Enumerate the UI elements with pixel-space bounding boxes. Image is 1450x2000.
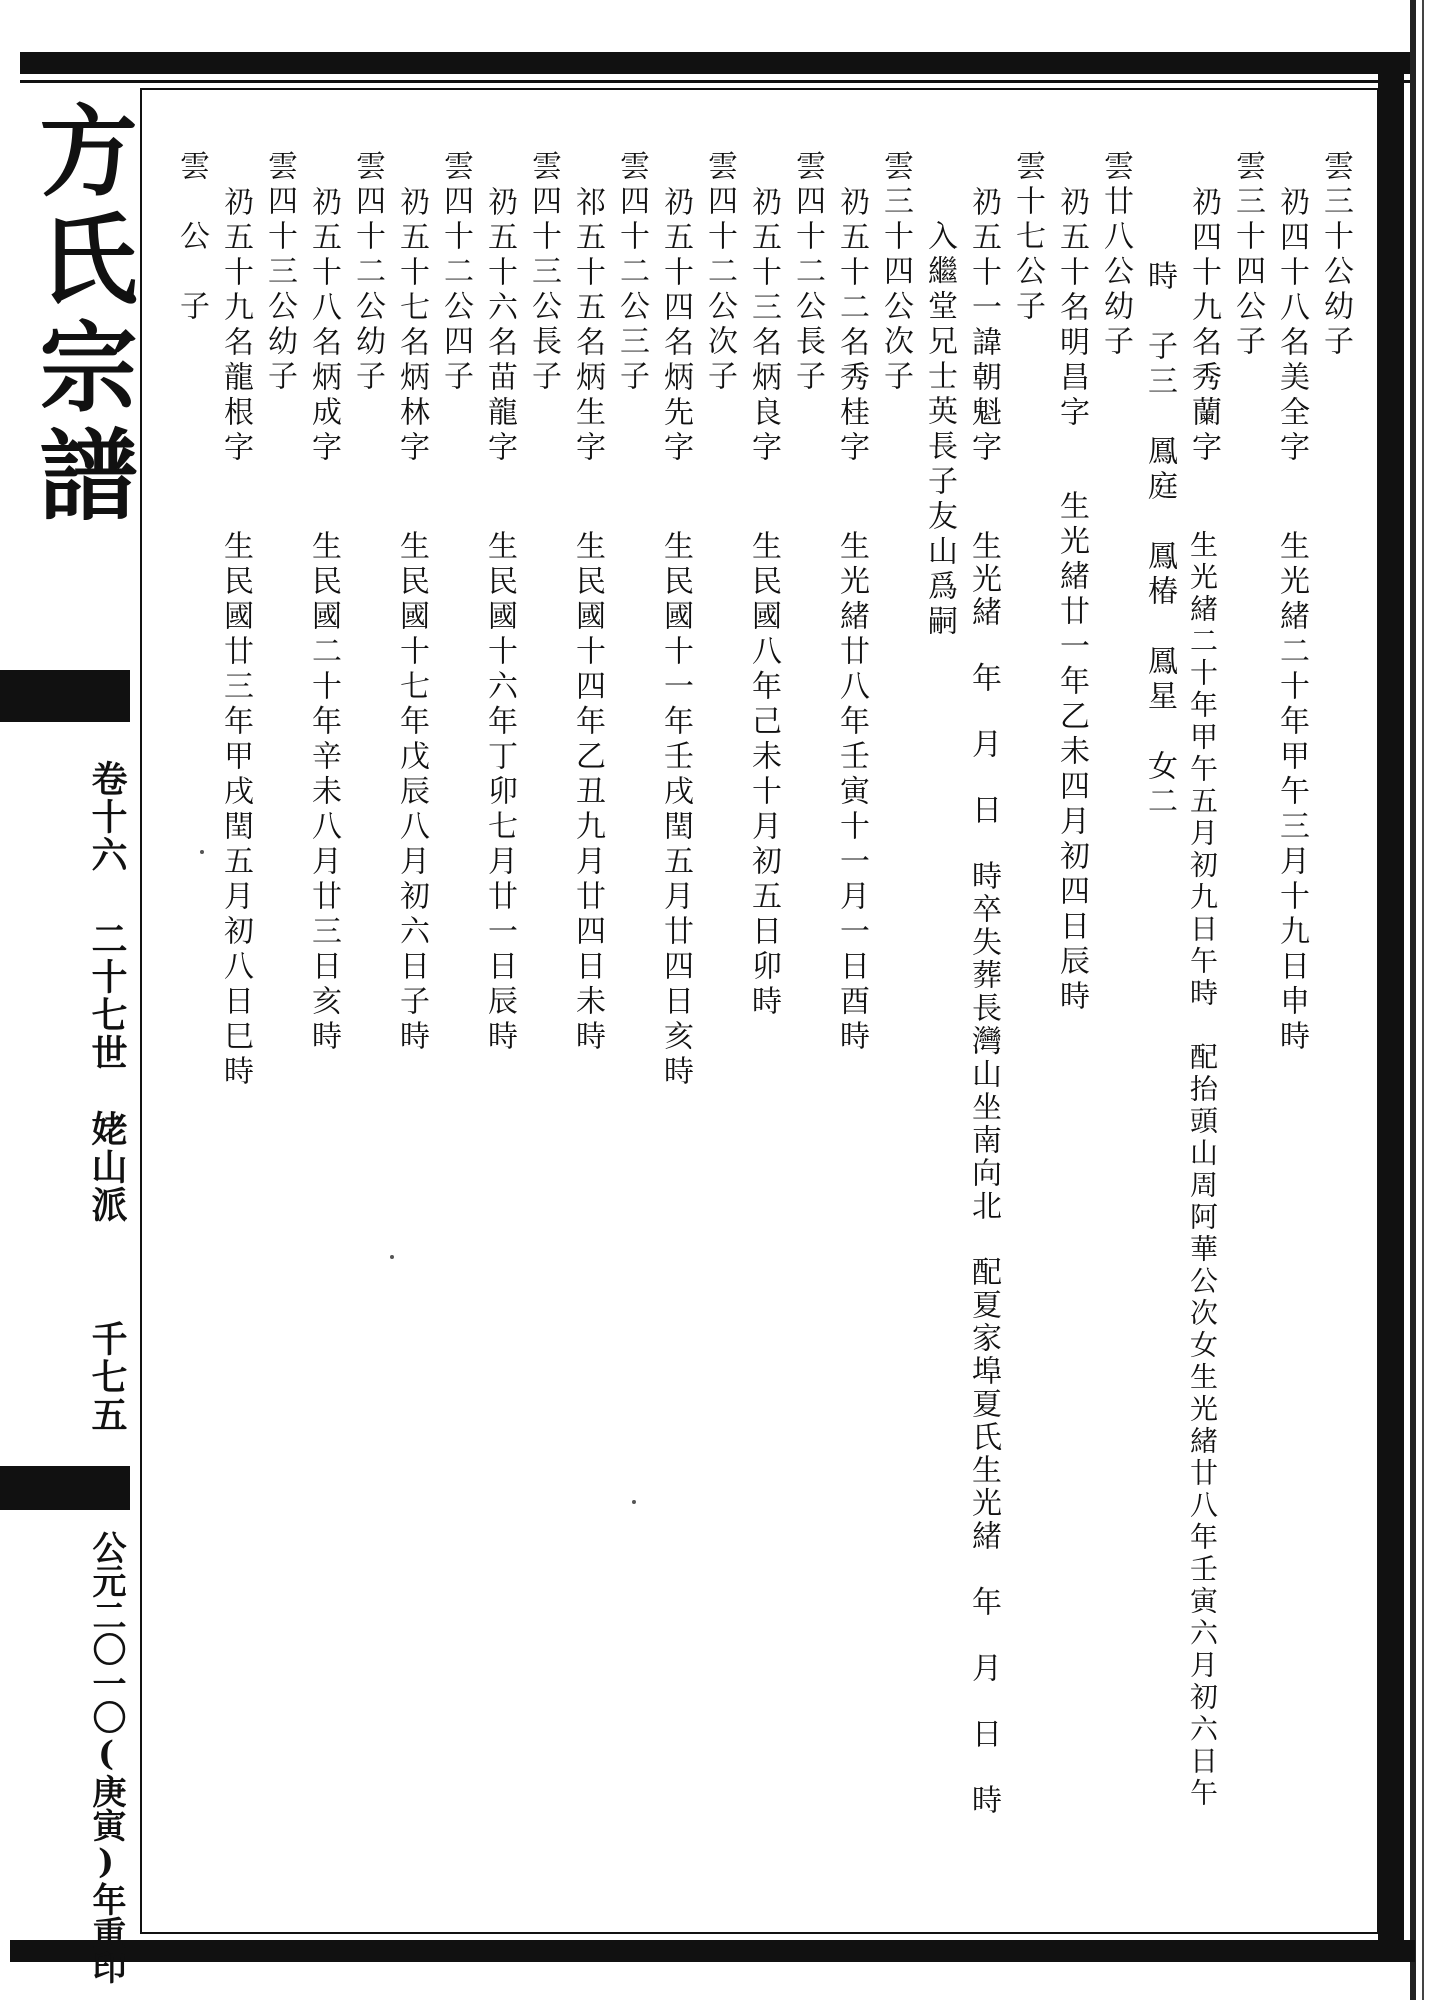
entry-line: 礽五十六名苗龍字 [482, 186, 517, 466]
entry-detail: 生光緒二十年甲午五月初九日午時 配抬頭山周阿華公次女生光緒廿八年壬寅六月初六日午 [1186, 530, 1219, 1810]
entry-detail: 生民國八年己未十月初五日卯時 [746, 530, 781, 1020]
scan-speck [632, 1500, 636, 1504]
entry-name: 雲四十二公次子 [702, 150, 737, 395]
entry-name: 雲四十二公三子 [614, 150, 649, 395]
entry-name: 雲四十二公幼子 [350, 150, 385, 395]
bottom-border [10, 1940, 1415, 1962]
entry-detail: 生光緒廿一年乙未四月初四日辰時 [1054, 490, 1089, 1015]
branch-label: 姥山派 [86, 1110, 128, 1224]
entry-name: 雲三十四公次子 [878, 150, 913, 395]
scan-speck [200, 850, 204, 854]
spine-ribbon-bottom [0, 1466, 130, 1510]
entry-line: 礽五十九名龍根字 [218, 186, 253, 466]
top-border [20, 52, 1410, 74]
entry-detail: 生民國十七年戊辰八月初六日子時 [394, 530, 429, 1055]
entry-line: 礽五十八名炳成字 [306, 186, 341, 466]
top-border-thin [20, 80, 1410, 83]
entry-detail: 生民國十六年丁卯七月廿一日辰時 [482, 530, 517, 1055]
entry-line: 礽五十四名炳先字 [658, 186, 693, 466]
page-edge [1410, 0, 1416, 2000]
entry-name: 雲四十二公四子 [438, 150, 473, 395]
volume-label: 卷十六 [86, 760, 128, 874]
entry-name: 雲 公 子 [174, 150, 209, 325]
entry-name: 雲十七公子 [1010, 150, 1045, 325]
entry-name: 雲四十二公長子 [790, 150, 825, 395]
page-number: 千七五 [86, 1320, 128, 1434]
entry-line: 祁五十五名炳生字 [570, 186, 605, 466]
generation-label: 二十七世 [86, 920, 128, 1072]
entry-line: 礽五十七名炳林字 [394, 186, 429, 466]
entry-detail: 生民國十四年乙丑九月廿四日未時 [570, 530, 605, 1055]
entry-detail: 生民國廿三年甲戌閏五月初八日巳時 [218, 530, 253, 1090]
entry-children: 時 子三 鳳庭 鳳椿 鳳星 女二 [1142, 260, 1177, 820]
entry-name: 雲廿八公幼子 [1098, 150, 1133, 360]
page-edge-line [1422, 0, 1424, 2000]
entry-name: 雲三十四公子 [1230, 150, 1265, 360]
book-title: 方氏宗譜 [23, 100, 138, 532]
entry-name: 雲三十公幼子 [1318, 150, 1353, 360]
entry-detail: 生民國二十年辛未八月廿三日亥時 [306, 530, 341, 1055]
entry-name: 雲四十三公幼子 [262, 150, 297, 395]
entry-line: 礽四十九名秀蘭字 [1186, 186, 1221, 466]
entry-line: 礽四十八名美全字 [1274, 186, 1309, 466]
entry-detail: 生光緒二十年甲午三月十九日申時 [1274, 530, 1309, 1055]
entry-adoption: 入繼堂兄士英長子友山爲嗣 [922, 220, 957, 640]
entry-detail: 生光緒廿八年壬寅十一月一日酉時 [834, 530, 869, 1055]
scan-speck [390, 1255, 394, 1259]
spine-ribbon-top [0, 670, 130, 722]
entry-line: 礽五十名明昌字 [1054, 186, 1089, 431]
entry-detail: 生光緒 年 月 日 時卒失葬長灣山坐南向北 配夏家埠夏氏生光緒 年 月 日 時 [966, 530, 1001, 1817]
entry-detail: 生民國十一年壬戌閏五月廿四日亥時 [658, 530, 693, 1090]
entry-name: 雲四十三公長子 [526, 150, 561, 395]
reprint-note: 公元二〇一〇(庚寅)年重印 [86, 1530, 126, 1984]
right-border [1378, 52, 1404, 1962]
entry-line: 礽五十三名炳良字 [746, 186, 781, 466]
entry-line: 礽五十一諱朝魁字 [966, 186, 1001, 466]
entry-line: 礽五十二名秀桂字 [834, 186, 869, 466]
